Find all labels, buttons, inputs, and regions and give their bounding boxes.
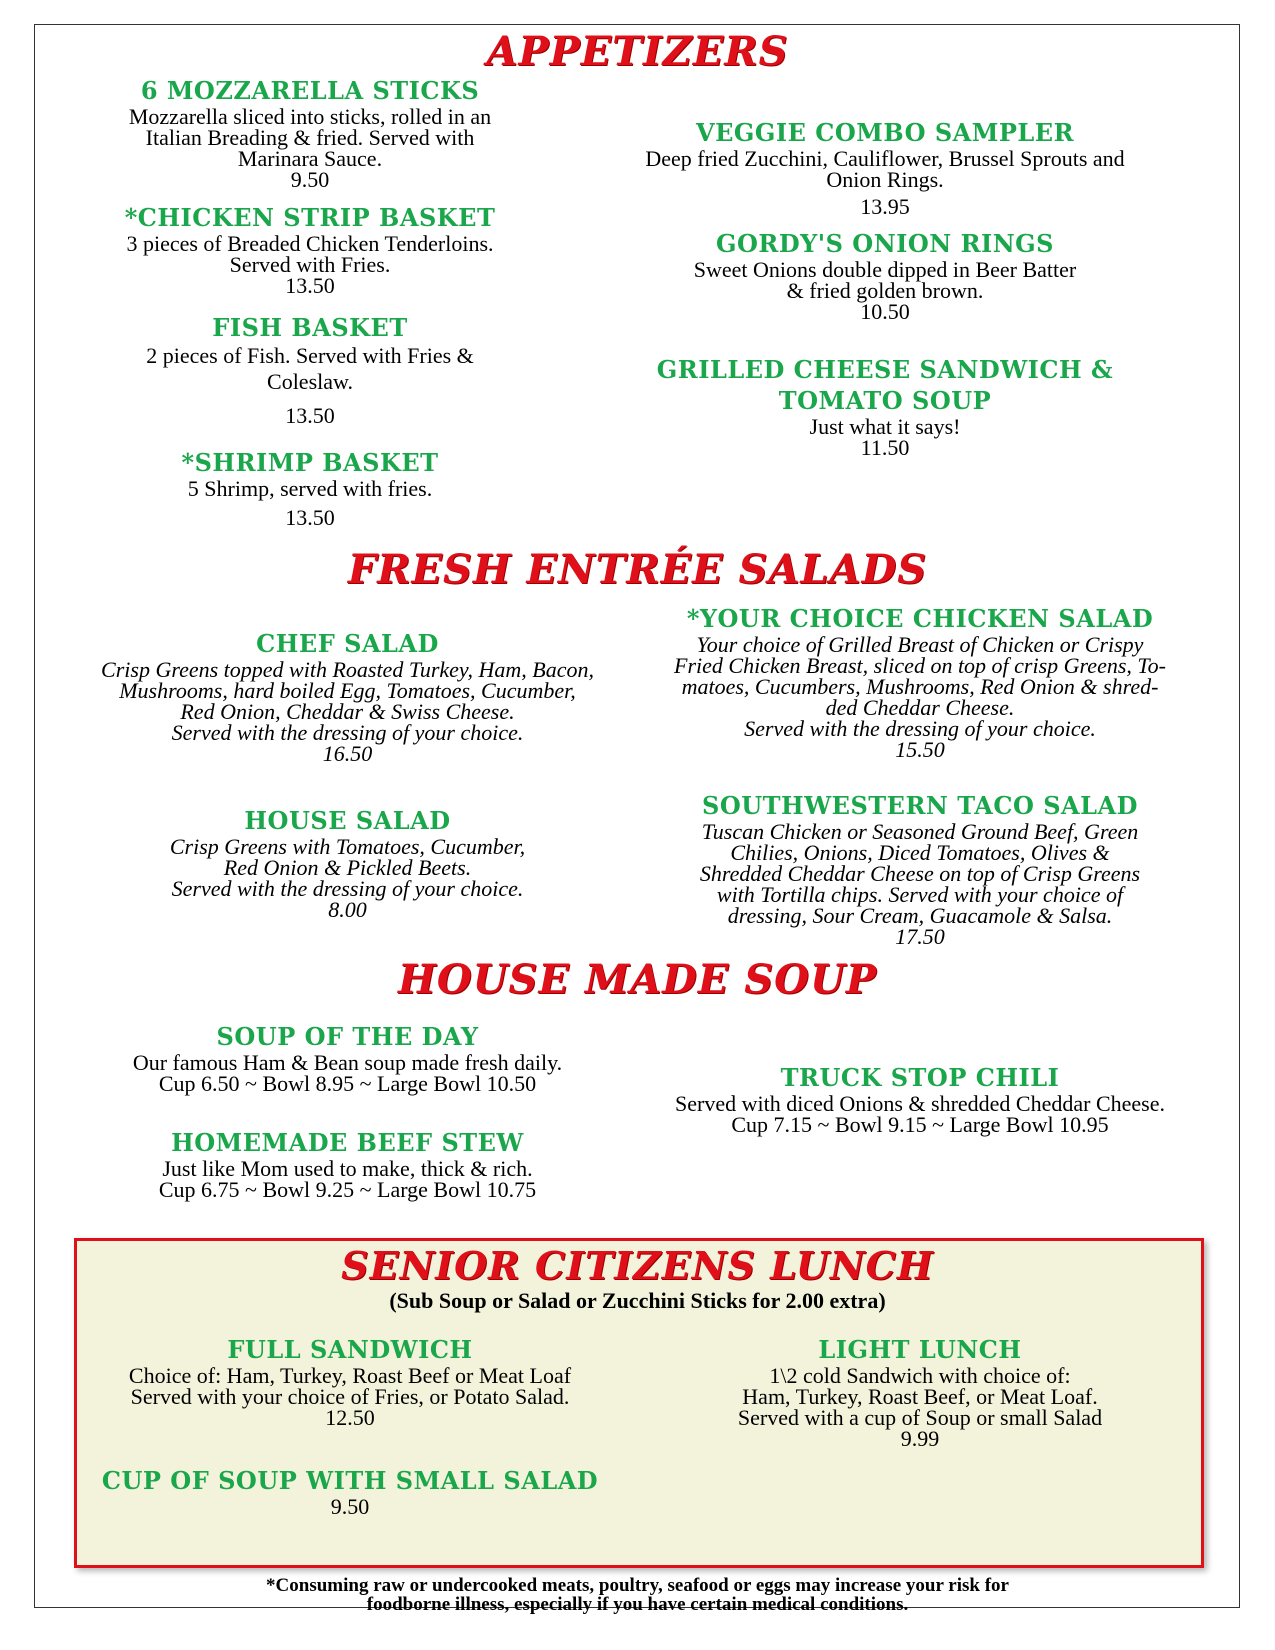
menu-item-shrimp-basket [60, 448, 560, 529]
health-disclaimer: *Consuming raw or undercooked meats, poultry, seafood or eggs may increase your risk for foodborne illness, especially if you have certain medical conditions. [266, 1575, 1009, 1615]
item-price: 13.95 [860, 194, 910, 219]
item-desc: Tuscan Chicken or Seasoned Ground Beef, Green Chilies, Onions, Diced Tomatoes, Olives & Shredded Cheddar Cheese on top of Crisp Greens with Tortilla chips. Served with your choice of dressing, Sour Cream, Guacamole & Salsa. [699, 819, 1141, 928]
menu-item-southwestern-taco-salad [640, 791, 1200, 948]
item-name: TRUCK STOP CHILI [780, 1063, 1060, 1092]
item-price: 13.50 [285, 403, 335, 428]
item-name: *YOUR CHOICE CHICKEN SALAD [686, 604, 1154, 633]
menu-item-cup-of-soup-small-salad [80, 1466, 620, 1518]
item-desc: Deep fried Zucchini, Cauliflower, Brussel Sprouts and Onion Rings. [645, 146, 1125, 192]
item-name: CHEF SALAD [256, 629, 439, 658]
item-desc: Sweet Onions double dipped in Beer Batter & fried golden brown. [693, 257, 1077, 303]
item-name: VEGGIE COMBO SAMPLER [695, 118, 1075, 147]
menu-item-chicken-strip-basket [60, 203, 560, 297]
item-name: SOUP OF THE DAY [216, 1022, 479, 1051]
menu-item-gordys-onion-rings [600, 229, 1170, 323]
item-price: 12.50 [325, 1405, 375, 1430]
item-desc: Our famous Ham & Bean soup made fresh daily. Cup 6.50 ~ Bowl 8.95 ~ Large Bowl 10.50 [132, 1050, 563, 1096]
item-price: 16.50 [322, 741, 373, 766]
item-name: *SHRIMP BASKET [181, 448, 439, 477]
section-title-appetizers: APPETIZERS [486, 28, 789, 75]
menu-item-house-salad [60, 806, 635, 921]
menu-item-your-choice-chicken-salad [630, 604, 1210, 761]
menu-item-grilled-cheese [610, 354, 1160, 459]
section-title-senior: SENIOR CITIZENS LUNCH [341, 1243, 934, 1288]
menu-item-veggie-combo-sampler [600, 118, 1170, 218]
item-price: 9.50 [290, 167, 330, 192]
item-name: FULL SANDWICH [227, 1335, 473, 1364]
item-desc: 5 Shrimp, served with fries. [187, 476, 433, 501]
menu-item-fish-basket [60, 313, 560, 427]
item-name: 6 MOZZARELLA STICKS [140, 76, 480, 105]
menu-item-soup-of-the-day [60, 1022, 635, 1094]
item-name: SOUTHWESTERN TACO SALAD [702, 791, 1138, 820]
item-price: 9.50 [330, 1494, 370, 1519]
item-name: CUP OF SOUP WITH SMALL SALAD [101, 1466, 599, 1495]
menu-item-truck-stop-chili [640, 1063, 1200, 1135]
item-desc: 1\2 cold Sandwich with choice of: Ham, Turkey, Roast Beef, or Meat Loaf. Served with a cup of Soup or small Salad [737, 1363, 1103, 1430]
item-price: 13.50 [285, 505, 335, 530]
item-name: GORDY'S ONION RINGS [715, 229, 1055, 258]
item-price: 17.50 [895, 924, 945, 949]
item-name: HOUSE SALAD [244, 806, 451, 835]
item-name: HOMEMADE BEEF STEW [171, 1128, 524, 1157]
section-title-salads: FRESH ENTRÉE SALADS [347, 546, 928, 593]
item-desc: Served with diced Onions & shredded Cheddar Cheese. Cup 7.15 ~ Bowl 9.15 ~ Large Bowl 10.95 [675, 1091, 1165, 1137]
item-name: GRILLED CHEESE SANDWICH & TOMATO SOUP [656, 355, 1114, 415]
item-name: FISH BASKET [212, 313, 408, 342]
item-desc: 2 pieces of Fish. Served with Fries & Coleslaw. [146, 343, 474, 394]
item-price: 9.99 [900, 1426, 940, 1451]
item-price: 10.50 [860, 299, 910, 324]
menu-item-light-lunch [650, 1335, 1190, 1450]
item-name: *CHICKEN STRIP BASKET [124, 203, 496, 232]
menu-item-full-sandwich [80, 1335, 620, 1429]
item-desc: Mozzarella sliced into sticks, rolled in an Italian Breading & fried. Served with Marinara Sauce. [128, 104, 492, 171]
item-desc: Crisp Greens with Tomatoes, Cucumber, Red Onion & Pickled Beets. Served with the dressing of your choice. [169, 834, 526, 901]
item-name: LIGHT LUNCH [818, 1335, 1022, 1364]
item-desc: 3 pieces of Breaded Chicken Tenderloins. Served with Fries. [126, 231, 494, 277]
item-desc: Crisp Greens topped with Roasted Turkey, Ham, Bacon, Mushrooms, hard boiled Egg, Tomatoes, Cucumber, Red Onion, Cheddar & Swiss Cheese. Served with the dressing of your choice. [101, 657, 594, 745]
item-desc: Your choice of Grilled Breast of Chicken or Crispy Fried Chicken Breast, sliced on top of crisp Greens, To- matoes, Cucumbers, Mushrooms, Red Onion & shred- ded Cheddar Cheese. Served with the dressing of your choice. [674, 632, 1166, 741]
item-price: 15.50 [895, 737, 945, 762]
item-desc: Just like Mom used to make, thick & rich. Cup 6.75 ~ Bowl 9.25 ~ Large Bowl 10.75 [158, 1156, 537, 1202]
item-desc: Just what it says! [809, 414, 961, 439]
item-price: 11.50 [860, 435, 910, 460]
senior-subtitle: (Sub Soup or Salad or Zucchini Sticks for 2.00 extra) [389, 1288, 886, 1313]
menu-item-chef-salad [50, 629, 645, 765]
item-price: 8.00 [328, 897, 367, 922]
item-price: 13.50 [285, 273, 335, 298]
menu-item-homemade-beef-stew [60, 1128, 635, 1200]
menu-item-mozzarella-sticks [60, 76, 560, 191]
item-desc: Choice of: Ham, Turkey, Roast Beef or Meat Loaf Served with your choice of Fries, or Potato Salad. [128, 1363, 572, 1409]
section-title-soup: HOUSE MADE SOUP [398, 956, 877, 1003]
